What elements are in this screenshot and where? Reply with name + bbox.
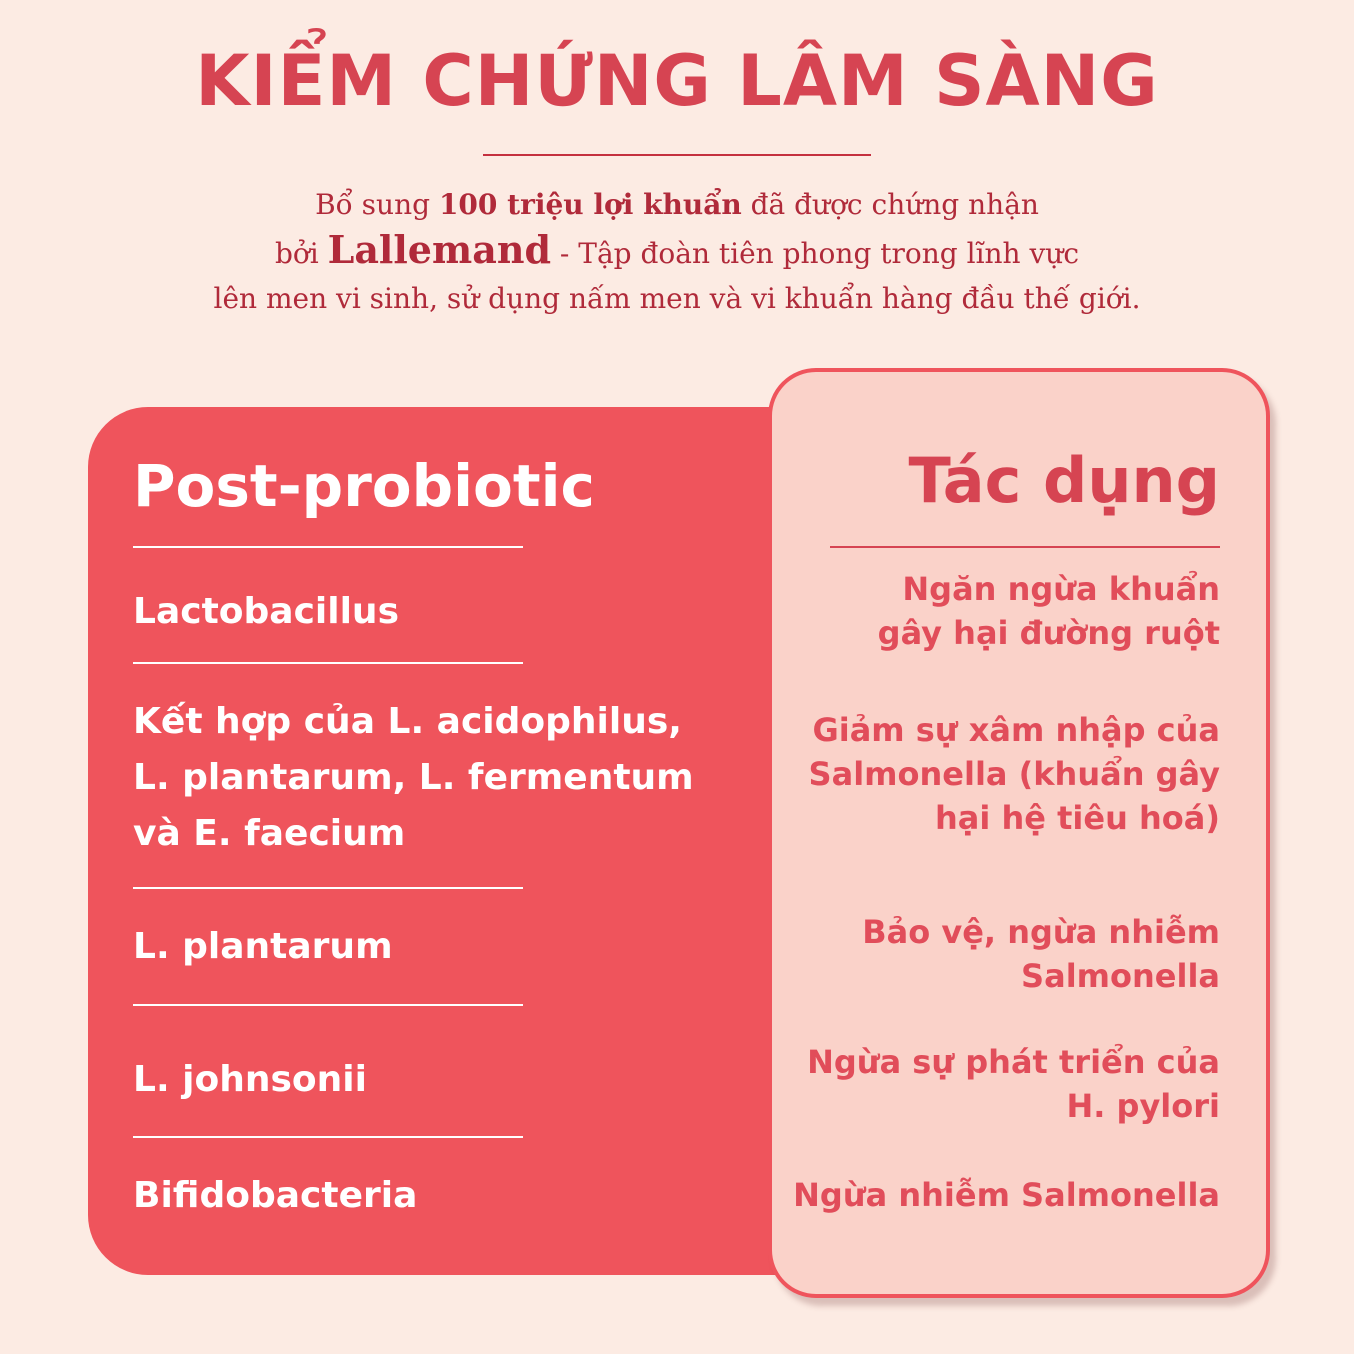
effect-item: Giảm sự xâm nhập của Salmonella (khuẩn gây hại hệ tiêu hoá) [808, 711, 1220, 837]
left-divider [133, 662, 523, 664]
brand-name: Lallemand [327, 227, 552, 272]
intro-line-2 [100, 227, 1254, 276]
page-title: KIỂM CHỨNG LÂM SÀNG [195, 40, 1159, 122]
effect-item: Bảo vệ, ngừa nhiễm Salmonella [862, 913, 1220, 995]
intro-line-1-post: đã được chứng nhận [741, 188, 1039, 221]
effect-item: Ngăn ngừa khuẩn gây hại đường ruột [877, 570, 1220, 652]
effects-heading: Tác dụng [908, 444, 1220, 517]
right-divider [830, 546, 1220, 548]
left-divider [133, 1004, 523, 1006]
strain-item: Bifidobacteria [133, 1175, 418, 1216]
intro-line-3: lên men vi sinh, sử dụng nấm men và vi khuẩn hàng đầu thế giới. [213, 282, 1141, 315]
strain-item: L. johnsonii [133, 1059, 367, 1100]
strain-item: Lactobacillus [133, 591, 399, 632]
left-divider [133, 887, 523, 889]
effect-item: Ngừa nhiễm Salmonella [793, 1176, 1220, 1214]
intro-line-1 [100, 182, 1254, 227]
intro-line-2-pre: bởi [274, 237, 328, 270]
left-divider [133, 1136, 523, 1138]
intro-highlight: 100 triệu lợi khuẩn [438, 188, 742, 221]
post-probiotic-heading: Post-probiotic [133, 452, 595, 520]
intro-line-2-post: - Tập đoàn tiên phong trong lĩnh vực [551, 237, 1080, 270]
title-divider [483, 154, 871, 156]
intro-line-1-pre: Bổ sung [315, 188, 439, 221]
left-divider [133, 546, 523, 548]
strain-item: L. plantarum [133, 926, 393, 967]
intro-text [100, 182, 1254, 321]
effect-item: Ngừa sự phát triển của H. pylori [807, 1043, 1220, 1125]
strain-item: Kết hợp của L. acidophilus, L. plantarum, L. fermentum và E. faecium [133, 701, 694, 854]
